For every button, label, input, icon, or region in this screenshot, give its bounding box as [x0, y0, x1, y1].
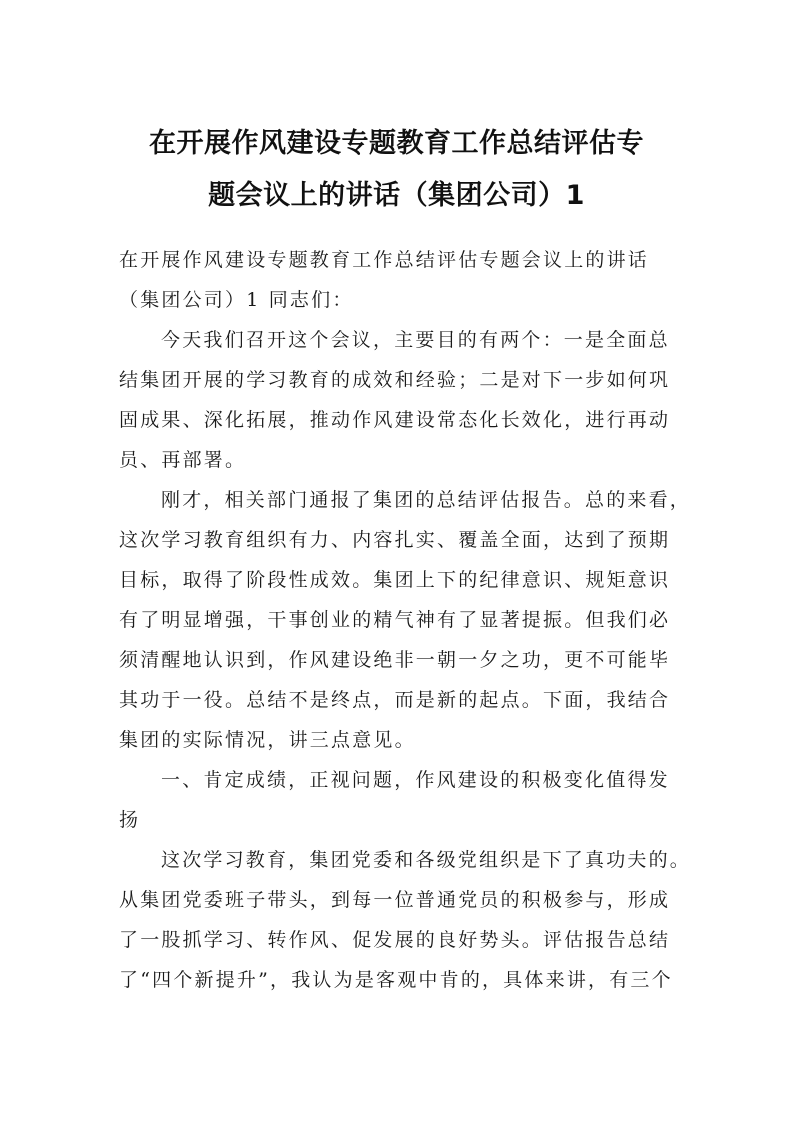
document-title-line-2: 题会议上的讲话（集团公司）1 [208, 180, 585, 211]
body-line: 了“四个新提升”，我认为是客观中肯的，具体来讲，有三个 [119, 969, 673, 991]
paragraph-achievements [119, 840, 692, 1000]
document-title-line-1: 在开展作风建设专题教育工作总结评估专 [149, 128, 644, 159]
body-line: 从集团党委班子带头，到每一位普通党员的积极参与，形成 [119, 889, 671, 911]
body-line: 这次学习教育，集团党委和各级党组织是下了真功夫的。 [161, 849, 692, 871]
body-line: （集团公司）1 同志们： [119, 289, 354, 311]
body-line: 结集团开展的学习教育的成效和经验；二是对下一步如何巩 [119, 369, 671, 391]
body-line: 员、再部署。 [119, 449, 247, 471]
body-line: 扬 [119, 809, 141, 831]
paragraph-opening [119, 240, 679, 320]
body-line: 其功于一役。总结不是终点，而是新的起点。下面，我结合 [119, 689, 671, 711]
body-line: 有了明显增强，干事创业的精气神有了显著提振。但我们必 [119, 609, 671, 631]
body-line: 这次学习教育组织有力、内容扎实、覆盖全面，达到了预期 [119, 529, 671, 551]
body-line: 须清醒地认识到，作风建设绝非一朝一夕之功，更不可能毕 [119, 649, 671, 671]
paragraph-assessment [119, 480, 692, 760]
body-line: 刚才，相关部门通报了集团的总结评估报告。总的来看， [161, 489, 692, 511]
body-line: 在开展作风建设专题教育工作总结评估专题会议上的讲话 [119, 249, 650, 271]
body-line: 固成果、深化拓展，推动作风建设常态化长效化，进行再动 [119, 409, 671, 431]
body-line: 了一股抓学习、转作风、促发展的良好势头。评估报告总结 [119, 929, 671, 951]
body-line: 今天我们召开这个会议，主要目的有两个：一是全面总 [161, 329, 670, 351]
section-heading-1 [119, 760, 679, 840]
body-line: 集团的实际情况，讲三点意见。 [119, 729, 416, 751]
paragraph-purpose [119, 320, 679, 480]
document-body [119, 240, 692, 1000]
body-line: 目标，取得了阶段性成效。集团上下的纪律意识、规矩意识 [119, 569, 671, 591]
body-line: 一、肯定成绩，正视问题，作风建设的积极变化值得发 [161, 769, 670, 791]
